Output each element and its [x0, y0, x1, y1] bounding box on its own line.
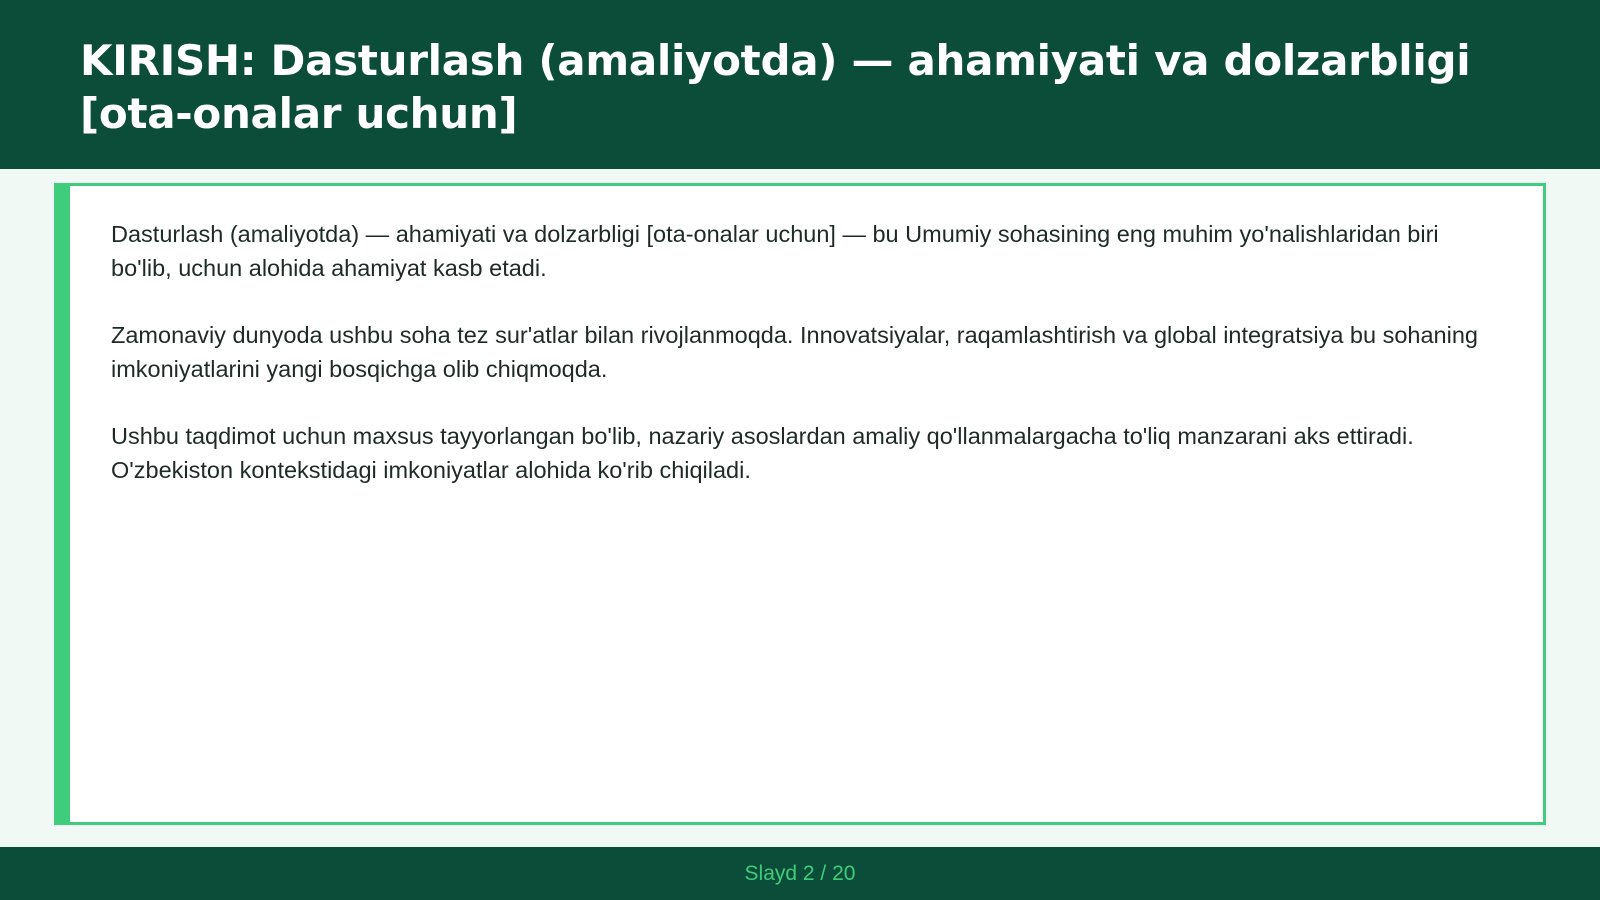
paragraph-presentation-scope: Ushbu taqdimot uchun maxsus tayyorlangan bo'lib, nazariy asoslardan amaliy qo'llanmalargacha to'liq manzarani aks ettiradi. O'zbekiston kontekstidagi imkoniyatlar alohida ko'rib chiqiladi. [111, 423, 1414, 483]
slide-title: KIRISH: Dasturlash (amaliyotda) — ahamiyati va dolzarbligi [ota-onalar uchun] [80, 36, 1471, 138]
slide-footer [0, 847, 1600, 900]
slide-counter: Slayd 2 / 20 [744, 862, 856, 885]
paragraph-intro: Dasturlash (amaliyotda) — ahamiyati va dolzarbligi [ota-onalar uchun] — bu Umumiy sohasining eng muhim yo'nalishlaridan biri bo'lib, uchun alohida ahamiyat kasb etadi. [111, 221, 1439, 281]
content-box [54, 183, 1546, 825]
slide-header [0, 0, 1600, 169]
paragraph-modern-world: Zamonaviy dunyoda ushbu soha tez sur'atlar bilan rivojlanmoqda. Innovatsiyalar, raqamlashtirish va global integratsiya bu sohaning imkoniyatlarini yangi bosqichga olib chiqmoqda. [111, 322, 1478, 382]
